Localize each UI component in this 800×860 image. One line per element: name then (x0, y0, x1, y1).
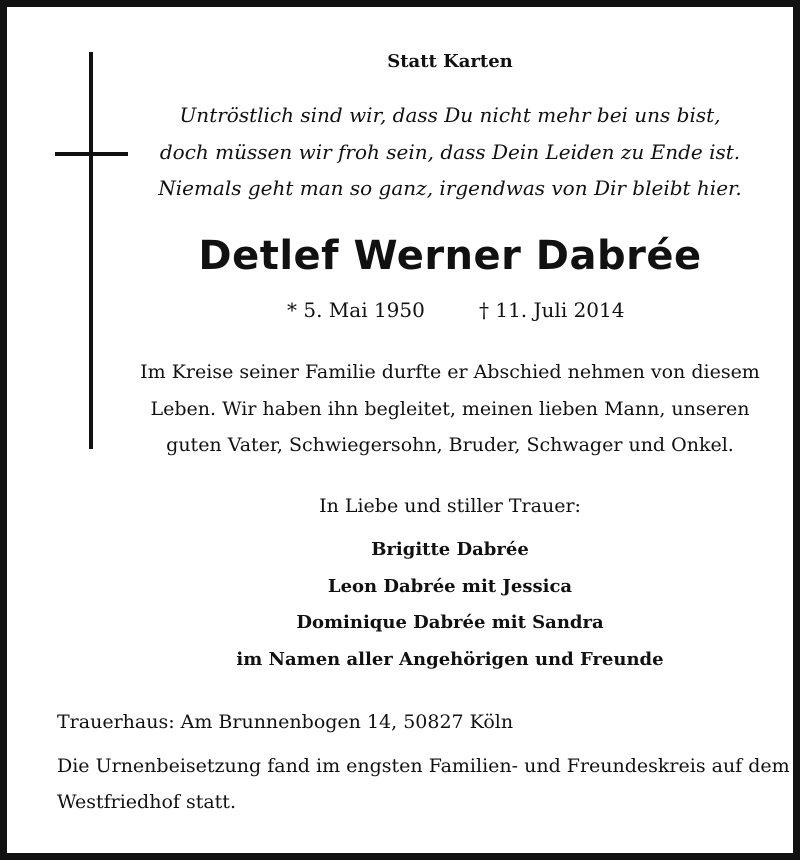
verse-line-2: doch müssen wir froh sein, dass Dein Leiden zu Ende ist. (159, 140, 741, 164)
body-line-2: Leben. Wir haben ihn begleitet, meinen lieben Mann, unseren (150, 398, 750, 420)
family-member-2: Leon Dabrée mit Jessica (327, 576, 573, 597)
mourning-intro: In Liebe und stiller Trauer: (319, 495, 581, 517)
family-member-3: Dominique Dabrée mit Sandra (296, 612, 604, 633)
family-member-4: im Namen aller Angehörigen und Freunde (236, 649, 664, 670)
family-member-1: Brigitte Dabrée (371, 539, 529, 560)
deceased-name: Detlef Werner Dabrée (198, 233, 702, 279)
body-line-1: Im Kreise seiner Familie durfte er Abschied nehmen von diesem (140, 361, 760, 383)
birth-date: * 5. Mai 1950 (287, 298, 425, 322)
burial-line-2: Westfriedhof statt. (57, 791, 236, 813)
verse-line-3: Niemals geht man so ganz, irgendwas von Dir bleibt hier. (158, 176, 742, 200)
death-date: † 11. Juli 2014 (479, 298, 625, 322)
burial-line-1: Die Urnenbeisetzung fand im engsten Familien- und Freundeskreis auf dem (57, 755, 790, 777)
header-statt-karten: Statt Karten (387, 51, 513, 72)
trauerhaus-address: Trauerhaus: Am Brunnenbogen 14, 50827 Köln (57, 711, 514, 733)
body-line-3: guten Vater, Schwiegersohn, Bruder, Schwager und Onkel. (166, 434, 734, 456)
verse-line-1: Untröstlich sind wir, dass Du nicht mehr bei uns bist, (179, 103, 721, 127)
